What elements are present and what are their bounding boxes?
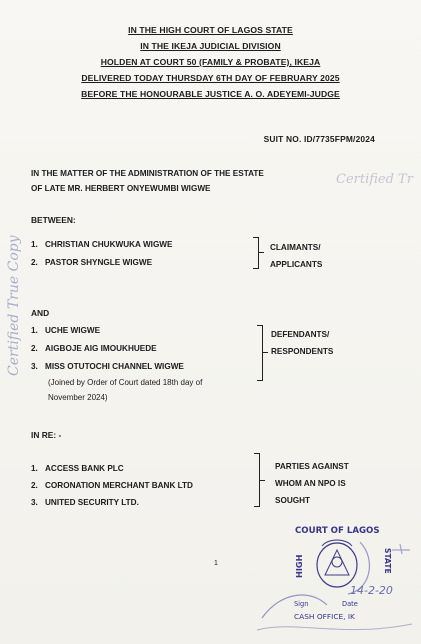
defendants-brace	[257, 325, 263, 381]
defendant-3	[31, 362, 184, 371]
header-judge: BEFORE THE HONOURABLE JUSTICE A. O. ADEYEMI-JUDGE	[81, 89, 340, 99]
defendant-2	[31, 344, 157, 353]
between-label: BETWEEN:	[31, 215, 76, 225]
seal-high-text: HIGH	[294, 554, 304, 578]
party-against-1-num: 1.	[31, 464, 38, 473]
party-against-3-name: UNITED SECURITY LTD.	[45, 498, 139, 507]
seal-state-text: STATE	[383, 548, 392, 574]
in-re-label: IN RE: -	[31, 430, 62, 440]
defendant-1-name: UCHE WIGWE	[45, 326, 101, 335]
defendants-role	[271, 326, 333, 360]
defendant-3-name: MISS OTUTOCHI CHANNEL WIGWE	[45, 362, 184, 371]
parties-against-role-2: WHOM AN NPO IS	[275, 479, 346, 488]
defendant-2-name: AIGBOJE AIG IMOUKHUEDE	[45, 344, 157, 353]
and-label: AND	[31, 308, 50, 318]
party-against-3-num: 3.	[31, 498, 38, 507]
seal-emblem-icon	[252, 520, 421, 644]
certified-stamp-top: Certified Tr	[336, 172, 413, 187]
court-header	[0, 22, 421, 102]
certified-stamp-side: Certified True Copy	[6, 235, 22, 376]
defendant-3-num: 3.	[31, 362, 38, 371]
party-against-2-name: CORONATION MERCHANT BANK LTD	[45, 481, 193, 490]
parties-against-role-3: SOUGHT	[275, 496, 311, 505]
seal-handwritten-date: 14-2-20	[350, 584, 393, 597]
defendants-role-2: RESPONDENTS	[271, 347, 334, 356]
matter-line-1: IN THE MATTER OF THE ADMINISTRATION OF THE ESTATE	[31, 169, 264, 178]
defendant-2-num: 2.	[31, 344, 38, 353]
parties-against-brace-tip	[260, 480, 265, 481]
claimants-role	[270, 239, 322, 273]
claimants-role-1: CLAIMANTS/	[270, 243, 321, 252]
party-against-2	[31, 481, 193, 490]
party-against-1-name: ACCESS BANK PLC	[45, 464, 124, 473]
header-division: IN THE IKEJA JUDICIAL DIVISION	[140, 41, 281, 51]
header-delivered: DELIVERED TODAY THURSDAY 6TH DAY OF FEBRUARY 2025	[81, 73, 340, 83]
party-against-2-num: 2.	[31, 481, 38, 490]
header-court-name: IN THE HIGH COURT OF LAGOS STATE	[128, 25, 293, 35]
claimant-1-num: 1.	[31, 240, 38, 249]
defendants-brace-tip	[263, 352, 268, 353]
joinder-note	[48, 375, 202, 405]
claimant-1-name: CHRISTIAN CHUKWUKA WIGWE	[45, 240, 173, 249]
page-number: 1	[214, 560, 218, 567]
defendant-1-num: 1.	[31, 326, 38, 335]
seal-cash-office: CASH OFFICE, IK	[294, 612, 355, 621]
claimant-2	[31, 258, 152, 267]
parties-against-role-1: PARTIES AGAINST	[275, 462, 349, 471]
claimant-2-num: 2.	[31, 258, 38, 267]
joinder-note-2: November 2024)	[48, 393, 108, 402]
claimant-2-name: PASTOR SHYNGLE WIGWE	[45, 258, 153, 267]
suit-number: SUIT NO. ID/7735FPM/2024	[263, 134, 375, 144]
matter-block	[31, 166, 264, 196]
joinder-note-1: (Joined by Order of Court dated 18th day of	[48, 378, 203, 387]
parties-against-role	[275, 458, 349, 509]
seal-sign-label: Sign	[294, 600, 309, 608]
matter-line-2: OF LATE MR. HERBERT ONYEWUMBI WIGWE	[31, 184, 211, 193]
seal-date-label: Date	[342, 600, 358, 608]
claimant-1	[31, 240, 173, 249]
header-holden: HOLDEN AT COURT 50 (FAMILY & PROBATE), IKEJA	[100, 57, 321, 67]
defendants-role-1: DEFENDANTS/	[271, 330, 330, 339]
claimants-brace-tip	[259, 252, 264, 253]
defendant-1	[31, 326, 100, 335]
court-seal-stamp	[252, 520, 421, 644]
party-against-1	[31, 464, 124, 473]
claimants-brace	[253, 237, 259, 269]
seal-court-text: COURT OF LAGOS	[295, 526, 380, 536]
party-against-3	[31, 498, 139, 507]
claimants-role-2: APPLICANTS	[270, 260, 323, 269]
